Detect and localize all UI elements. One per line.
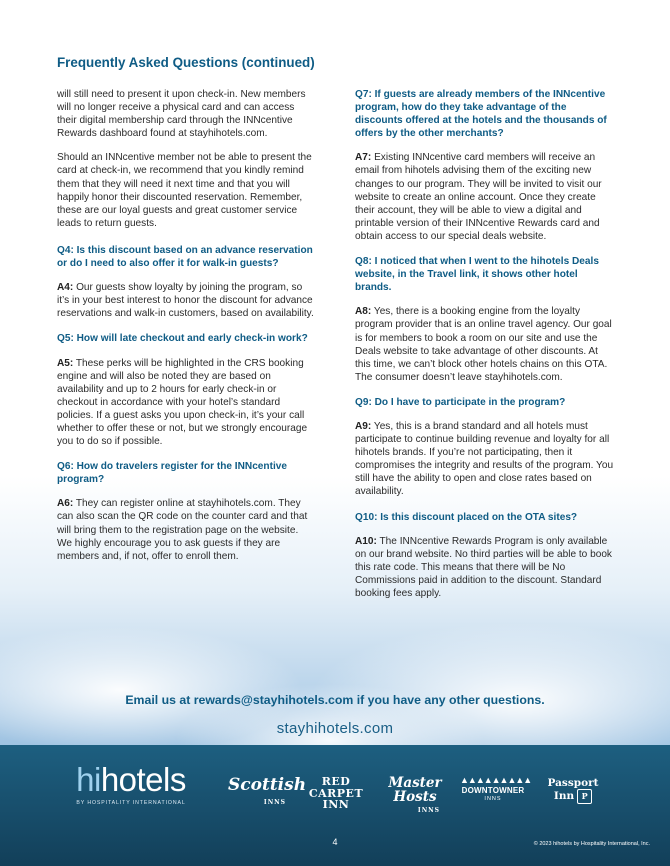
- answer-text: Yes, this is a brand standard and all hotels must participate to continue building revenue and loyalty for all hihotels brands. If you’re not participating, then it compromises the integrity and results of the program. You still have the ability to open and close rates based on availability.: [355, 420, 614, 498]
- faq-item-q8: [355, 255, 615, 384]
- logo-line: Master: [388, 775, 442, 791]
- logo-subtext: INNS: [417, 807, 440, 814]
- answer-label: A5:: [57, 357, 74, 369]
- answer-label: A6:: [57, 498, 74, 510]
- logo-inn-row: [540, 789, 606, 804]
- faq-answer: [355, 305, 615, 384]
- downtowner-inns-logo: [460, 775, 532, 802]
- logo-text: DOWNTOWNER: [461, 786, 525, 795]
- logo-subtext: INNS: [484, 796, 502, 802]
- master-hosts-inns-logo: [384, 776, 446, 818]
- answer-text: These perks will be highlighted in the CRS booking engine and will also be noted they are based on availability and up to 2 hours for early check-in or checkout in accordance with your hotel’s standard policies. If a guest asks you upon check-in, it’s your call whether to offer these or not, but we strongly encourage you to do so if possible.: [57, 357, 308, 448]
- answer-text: The INNcentive Rewards Program is only available on our brand website. No third parties will be able to book this rate code. This means that there will be No Commissions paid in addition to the discount. Standard booking fees apply.: [355, 535, 612, 599]
- passport-inn-logo: [540, 778, 606, 804]
- scottish-inns-logo: [228, 775, 307, 811]
- answer-label: A9:: [355, 420, 372, 432]
- faq-question: Q5: How will late checkout and early check-in work?: [57, 333, 308, 345]
- website-link[interactable]: stayhihotels.com: [276, 720, 394, 737]
- logo-line: Inn: [553, 790, 575, 802]
- faq-item-q4: [57, 244, 315, 320]
- answer-label: A7:: [355, 152, 372, 164]
- answer-text: They can register online at stayhihotels.com. They can also scan the QR code on the counter card and that will bring them to the registration page on the website. We highly encourage you to ask guests if they are members and, if not, offer to enroll them.: [57, 498, 308, 562]
- logo-hi: hi: [76, 761, 101, 798]
- contact-email-line[interactable]: Email us at rewards@stayhihotels.com if you have any other questions.: [125, 693, 545, 707]
- continuation-paragraph: will still need to present it upon check-in. New members will no longer receive a physical card and can access their digital membership card through the INNcentive Rewards dashboard found at stayhihotels.com.: [57, 89, 306, 140]
- logo-hotels: hotels: [100, 761, 186, 798]
- faq-answer: [355, 420, 615, 499]
- faq-question: Q4: Is this discount based on an advance reservation or do I need to also offer it for walk-in guests?: [57, 244, 313, 270]
- faq-item-q10: [355, 511, 615, 601]
- faq-item-q5: [57, 332, 315, 448]
- faq-answer: [355, 151, 615, 243]
- faq-item-q6: [57, 460, 315, 563]
- logo-subtext: INNS: [263, 799, 286, 806]
- faq-answer: [355, 535, 615, 600]
- answer-label: A10:: [355, 535, 377, 547]
- logo-text: Scottish: [228, 775, 307, 795]
- hihotels-logo: [66, 762, 196, 806]
- left-column: [57, 88, 315, 575]
- answer-label: A4:: [57, 282, 74, 294]
- passport-stamp-icon: P: [577, 789, 592, 804]
- footer-brand-bar: [0, 745, 670, 866]
- page-title: Frequently Asked Questions (continued): [57, 55, 315, 70]
- answer-label: A8:: [355, 306, 372, 318]
- logo-line: CARPET: [308, 786, 364, 800]
- faq-question: Q9: Do I have to participate in the program?: [355, 396, 566, 408]
- continuation-paragraph: Should an INNcentive member not be able to present the card at check-in, we recommend that you kindly remind them that they will need it next time and that you will happily honor their discounted reservation. Remember, these are our loyal guests and great customer service leads to return guests.: [57, 152, 312, 229]
- skyline-icon: ▲▲▲▲▲▲▲▲▲: [460, 775, 532, 785]
- right-column: [355, 88, 615, 612]
- page-number: 4: [332, 837, 338, 847]
- faq-question: Q6: How do travelers register for the INNcentive program?: [57, 461, 287, 486]
- faq-answer: [57, 497, 315, 562]
- faq-item-q9: [355, 396, 615, 499]
- faq-answer: [57, 357, 315, 449]
- logo-line: RED: [321, 775, 351, 788]
- answer-text: Yes, there is a booking engine from the loyalty program provider that is an online travel agency. Our goal is for members to book a room on our site and use the Deals website to take advantage of other discounts. At this time, we can’t block other hotels chains on this OTA. The consumer doesn’t leave stayhihotels.com.: [355, 306, 612, 383]
- faq-question: Q10: Is this discount placed on the OTA sites?: [355, 511, 578, 523]
- faq-answer: [57, 281, 315, 320]
- logo-line: INN: [322, 798, 350, 811]
- logo-line: Hosts: [393, 789, 437, 805]
- faq-question: Q7: If guests are already members of the INNcentive program, how do they take advantage of the discounts offered at the hotels and the thousands of offers by the other merchants?: [355, 89, 607, 140]
- logo-line: Passport: [547, 777, 599, 789]
- red-carpet-inn-logo: [306, 776, 366, 811]
- copyright-notice: © 2023 hihotels by Hospitality International, Inc.: [533, 841, 650, 847]
- faq-item-q7: [355, 88, 615, 243]
- answer-text: Existing INNcentive card members will receive an email from hihotels advising them of the exciting new changes to our program. They will be invited to visit our website to create an online account. Once they create their account, they will be able to view a digital and printable version of their INNcentive Rewards card and obtain access to our special deals website.: [355, 152, 602, 242]
- logo-subtitle: BY HOSPITALITY INTERNATIONAL: [76, 800, 186, 806]
- faq-question: Q8: I noticed that when I went to the hihotels Deals website, in the Travel link, it shows other hotel brands.: [355, 256, 599, 294]
- answer-text: Our guests show loyalty by joining the program, so it’s in your best interest to honor the discount for advance reservations and walk-in customers, based on availability.: [57, 282, 314, 320]
